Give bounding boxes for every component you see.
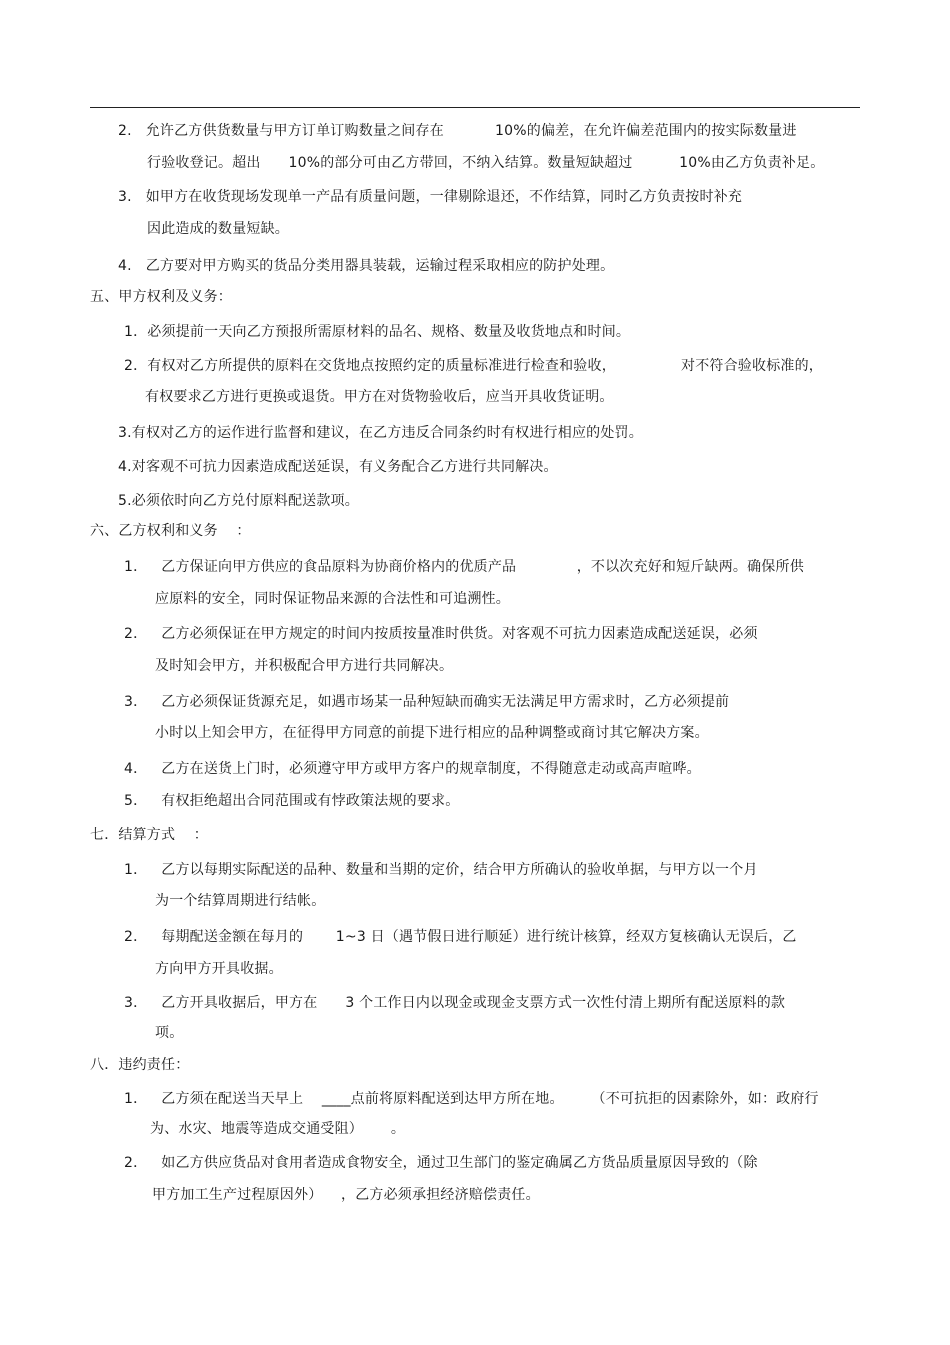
clause-4-3-line-2: 因此造成的数量短缺。: [147, 221, 289, 237]
clause-7-2-line-1: 2． 每期配送金额在每月的 1~3 日（遇节假日进行顺延）进行统计核算，经双方复核确认无误后，乙: [124, 929, 797, 945]
clause-5-3: 3.有权对乙方的运作进行监督和建议，在乙方违反合同条约时有权进行相应的处罚。: [118, 425, 643, 441]
section-8-heading: 八．违约责任：: [90, 1057, 190, 1073]
clause-6-5: 5． 有权拒绝超出合同范围或有悖政策法规的要求。: [124, 793, 460, 809]
clause-7-3-line-1: 3． 乙方开具收据后，甲方在 3 个工作日内以现金或现金支票方式一次性付清上期所有配送原料的款: [124, 995, 786, 1011]
clause-6-1-line-1: 1． 乙方保证向甲方供应的食品原料为协商价格内的优质产品 ，不以次充好和短斤缺两。确保所供: [124, 559, 804, 575]
section-5-heading: 五、甲方权利及义务：: [90, 289, 232, 305]
clause-5-2-line-1: 2．有权对乙方所提供的原料在交货地点按照约定的质量标准进行检查和验收， 对不符合验收标准的，: [124, 358, 824, 374]
clause-4-3-line-1: 3. 如甲方在收货现场发现单一产品有质量问题，一律剔除退还，不作结算，同时乙方负责按时补充: [118, 189, 743, 205]
clause-8-1-line-1: 1． 乙方须在配送当天早上 ____点前将原料配送到达甲方所在地。 （不可抗拒的因素除外，如：政府行: [124, 1091, 819, 1107]
clause-7-3-line-2: 项。: [155, 1025, 184, 1041]
clause-6-3-line-1: 3． 乙方必须保证货源充足，如遇市场某一品种短缺而确实无法满足甲方需求时，乙方必须提前: [124, 694, 730, 710]
clause-6-1-line-2: 应原料的安全，同时保证物品来源的合法性和可追溯性。: [155, 591, 510, 607]
clause-8-1-line-2: 为、水灾、地震等造成交通受阻） 。: [150, 1121, 406, 1137]
clause-6-3-line-2: 小时以上知会甲方，在征得甲方同意的前提下进行相应的品种调整或商讨其它解决方案。: [155, 725, 709, 741]
section-6-heading: 六、乙方权利和义务 ：: [90, 523, 251, 539]
clause-5-2-line-2: 有权要求乙方进行更换或退货。甲方在对货物验收后，应当开具收货证明。: [145, 389, 614, 405]
clause-6-4: 4． 乙方在送货上门时，必须遵守甲方或甲方客户的规章制度，不得随意走动或高声喧哗。: [124, 761, 701, 777]
clause-7-1-line-2: 为一个结算周期进行结帐。: [155, 893, 326, 909]
clause-6-2-line-2: 及时知会甲方，并积极配合甲方进行共同解决。: [155, 658, 454, 674]
clause-4-4: 4. 乙方要对甲方购买的货品分类用器具装载，运输过程采取相应的防护处理。: [118, 258, 615, 274]
clause-8-2-line-2: 甲方加工生产过程原因外） ，乙方必须承担经济赔偿责任。: [152, 1187, 540, 1203]
clause-5-1: 1．必须提前一天向乙方预报所需原材料的品名、规格、数量及收货地点和时间。: [124, 324, 631, 340]
clause-4-2-line-1: 2. 允许乙方供货数量与甲方订单订购数量之间存在 10%的偏差，在允许偏差范围内的按实际数量进: [118, 123, 797, 139]
section-7-heading: 七．结算方式 ：: [90, 827, 209, 843]
clause-6-2-line-1: 2． 乙方必须保证在甲方规定的时间内按质按量准时供货。对客观不可抗力因素造成配送延误，必须: [124, 626, 758, 642]
clause-8-2-line-1: 2． 如乙方供应货品对食用者造成食物安全，通过卫生部门的鉴定确属乙方货品质量原因导致的（除: [124, 1155, 758, 1171]
clause-5-5: 5.必须依时向乙方兑付原料配送款项。: [118, 493, 359, 509]
clause-7-2-line-2: 方向甲方开具收据。: [155, 961, 283, 977]
clause-5-4: 4.对客观不可抗力因素造成配送延误，有义务配合乙方进行共同解决。: [118, 459, 558, 475]
header-rule: [90, 107, 860, 108]
clause-7-1-line-1: 1． 乙方以每期实际配送的品种、数量和当期的定价，结合甲方所确认的验收单据，与甲方以一个月: [124, 862, 758, 878]
clause-4-2-line-2: 行验收登记。超出 10%的部分可由乙方带回，不纳入结算。数量短缺超过 10%由乙方负责补足。: [147, 155, 825, 171]
